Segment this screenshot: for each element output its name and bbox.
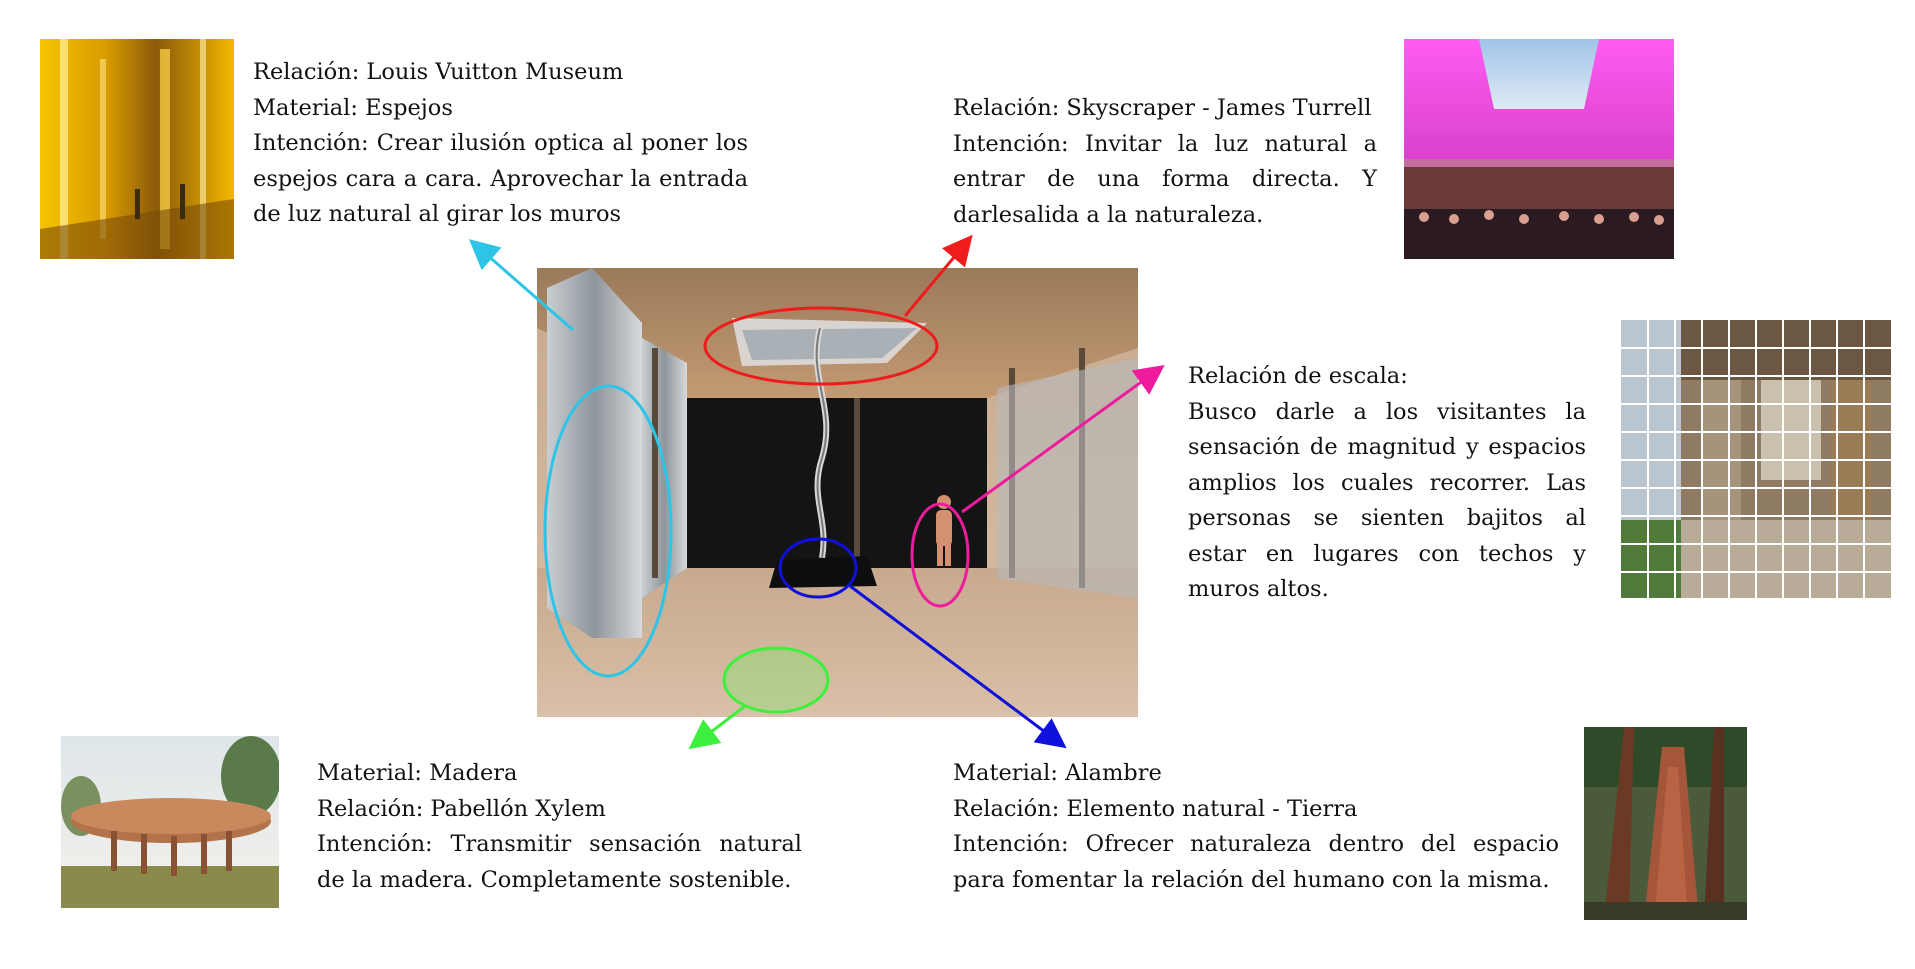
turrell-line-1: Relación: Skyscraper - James Turrell xyxy=(953,95,1372,121)
xylem-line-3: Intención: Transmitir sensación natural de la madera. Completamente sostenible. xyxy=(317,831,802,893)
turrell-line-2: Intención: Invitar la luz natural a entrar de una forma directa. Y darlesalida a la naturaleza. xyxy=(953,130,1377,228)
louis-vuitton-photo xyxy=(40,39,234,259)
xylem-line-2: Relación: Pabellón Xylem xyxy=(317,795,606,822)
sequoia-tree-photo xyxy=(1584,727,1747,920)
turrell-text xyxy=(953,91,1377,233)
xylem-text xyxy=(317,756,802,898)
louis-vuitton-line-3: Intención: Crear ilusión optica al poner los espejos cara a cara. Aprovechar la entrada de luz natural al girar los muros xyxy=(253,130,748,227)
xylem-line-1: Material: Madera xyxy=(317,760,518,786)
louis-vuitton-text xyxy=(253,55,748,233)
scale-collage-photo xyxy=(1621,320,1891,598)
main-model-photo xyxy=(537,268,1138,717)
escala-text xyxy=(1188,359,1586,608)
escala-line-1: Relación de escala: xyxy=(1188,363,1408,389)
louis-vuitton-line-2: Material: Espejos xyxy=(253,94,453,121)
alambre-line-3: Intención: Ofrecer naturaleza dentro del espacio para fomentar la relación del humano con la misma. xyxy=(953,831,1559,893)
turrell-skyspace-photo xyxy=(1404,39,1674,259)
xylem-pavilion-photo xyxy=(61,736,279,908)
alambre-line-1: Material: Alambre xyxy=(953,760,1162,786)
escala-line-2: Busco darle a los visitantes la sensación de magnitud y espacios amplios los cuales recorrer. Las personas se sienten bajitos al estar en lugares con techos y muros altos. xyxy=(1188,398,1586,602)
alambre-text xyxy=(953,756,1559,898)
louis-vuitton-line-1: Relación: Louis Vuitton Museum xyxy=(253,59,624,85)
alambre-line-2: Relación: Elemento natural - Tierra xyxy=(953,795,1358,822)
